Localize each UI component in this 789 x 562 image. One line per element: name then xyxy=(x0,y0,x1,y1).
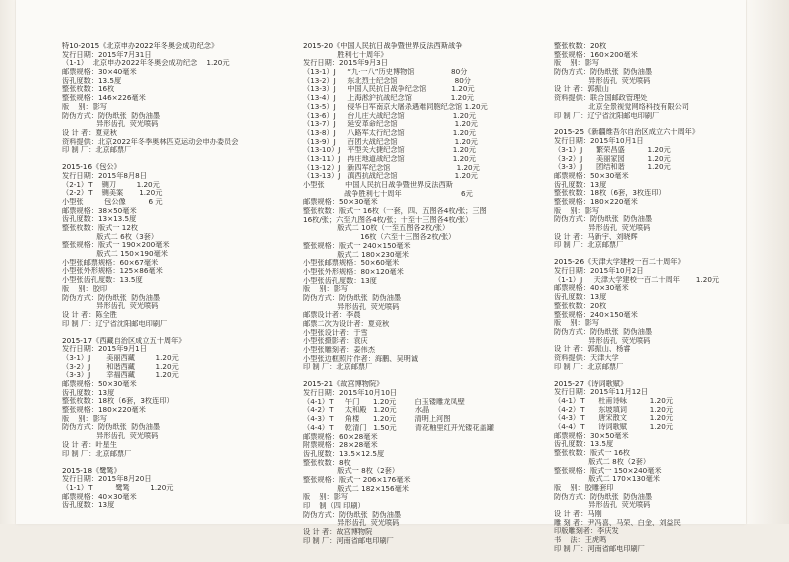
entry-line: 整张规格：版式一 190×200毫米 xyxy=(62,241,170,250)
entry-line: 版式二 182×156毫米 xyxy=(303,484,409,493)
entry-line: 小型张边框照片作者：海鹏、吴明诚 xyxy=(303,354,419,363)
entry-line: 防伪方式：防伪纸张 防伪油墨 xyxy=(62,293,161,302)
entry-line: 版 别：影写 xyxy=(303,493,349,502)
entry-title: 2015-27《诗词歌赋》 xyxy=(554,379,628,388)
entry-line: 小型张齿孔度数：13度 xyxy=(303,276,377,285)
entry-line: 版 别：胶印 xyxy=(62,284,108,293)
entry-line: 整张规格：版式一 206×176毫米 xyxy=(303,475,411,484)
stamp-issue-entry xyxy=(62,467,287,510)
entry-line: （13-3）J 中国人民抗日战争纪念馆 1.20元 xyxy=(303,85,475,94)
entry-line: 防伪方式：防伪纸张 防伪油墨 xyxy=(554,215,653,224)
entry-line: 版式二 10枚（一至五图各2枚/张） xyxy=(303,224,450,233)
entry-line: 发行日期：2015年9月1日 xyxy=(62,345,147,354)
entry-line: 资料提供：北京2022年冬季奥林匹克运动会申办委员会 xyxy=(62,137,239,146)
entry-line: （13-13）J 滇西抗战纪念馆 1.20元 xyxy=(303,172,478,181)
entry-line: 版 别：影写 xyxy=(554,59,600,68)
entry-line: 胜利七十周年》 xyxy=(303,50,388,59)
left-margin-background xyxy=(0,0,15,524)
entry-line: （13-5）J 侵华日军南京大屠杀遇难同胞纪念馆 1.20元 xyxy=(303,102,488,111)
entry-line: 版式二 8枚（2套） xyxy=(554,457,651,466)
entry-line: （4-4）T 诗词歌赋 1.20元 xyxy=(554,423,674,432)
entry-line: 整张规格：180×220毫米 xyxy=(554,197,638,206)
entry-line: 齿孔度数：13.5度 xyxy=(62,76,122,85)
entry-line: 整张枚数：8枚 xyxy=(303,458,351,467)
entry-line: 印 制 厂：北京邮票厂 xyxy=(303,363,373,372)
entry-line: 小型张邮票规格：60×67毫米 xyxy=(62,258,159,267)
entry-line: 印 制 厂：河南省邮电印刷厂 xyxy=(554,544,645,553)
entry-line: 印 制 厂：北京邮票厂 xyxy=(554,241,624,250)
entry-line: 小型张设计者：于雪 xyxy=(303,328,368,337)
entry-line: 整张枚数：版式一 16枚（一套，四、五图各4枚/张；三图 xyxy=(303,207,487,216)
entry-line: （13-7）J 延安革命纪念馆 1.20元 xyxy=(303,120,478,129)
entry-line: 发行日期：2015年10月1日 xyxy=(554,137,644,146)
entry-line: （3-2）J 和谐西藏 1.20元 xyxy=(62,362,179,371)
stamp-issue-entry xyxy=(62,337,287,459)
catalog-page xyxy=(16,0,746,553)
entry-line: （4-1）T 午门 1.20元 白玉镂雕龙凤壁 xyxy=(303,397,465,406)
entry-line: 资料提供：联合国邮政管理处 xyxy=(554,94,648,103)
entry-line: 邮票规格：38×50毫米 xyxy=(62,206,137,215)
entry-line: 印 制 厂：北京邮票厂 xyxy=(62,449,132,458)
entry-line: 发行日期：2015年7月31日 xyxy=(62,50,152,59)
entry-line: 版式二 180×230毫米 xyxy=(303,250,409,259)
entry-line: 版 别：影写 xyxy=(554,319,600,328)
entry-line: 版 别：影写 xyxy=(62,102,108,111)
entry-line: 发行日期：2015年8月8日 xyxy=(62,171,147,180)
entry-line: 整张规格：240×150毫米 xyxy=(554,310,638,319)
entry-line: （3-3）J 幸福西藏 1.20元 xyxy=(62,371,179,380)
entry-title: 2015-21《故宫博物院》 xyxy=(303,380,384,389)
stamp-issue-entry xyxy=(554,42,754,120)
entry-line: 整张规格：版式一 150×240毫米 xyxy=(554,466,662,475)
entry-line: 异形齿孔 荧光喷码 xyxy=(303,302,400,311)
entry-line: 版 别：影写 xyxy=(62,414,108,423)
entry-line: 版 别：胶雕套印 xyxy=(554,483,614,492)
entry-line: 印 制 厂：北京邮票厂 xyxy=(554,362,624,371)
entry-line: 防伪方式：防伪纸张 防伪油墨 xyxy=(303,293,402,302)
entry-line: 小型张齿孔度数：13.5度 xyxy=(62,276,143,285)
entry-line: 小型张外形规格：80×120毫米 xyxy=(303,267,404,276)
entry-line: （4-2）T 太和殿 1.20元 水晶 xyxy=(303,406,430,415)
entry-line: （13-1）J “九·一八”历史博物馆 80分 xyxy=(303,68,468,77)
entry-title: 2015-20《中国人民抗日战争暨世界反法西斯战争 xyxy=(303,42,463,50)
entry-line: 小型张雕刻者：姜伟杰 xyxy=(303,346,375,355)
entry-line: 印 制 厂：辽宁省沈阳邮电印刷厂 xyxy=(62,319,168,328)
entry-line: （3-3）J 团结和谐 1.20元 xyxy=(554,163,671,172)
entry-line: 邮票规格：60×28毫米 xyxy=(303,432,378,441)
entry-line: （13-8）J 八路军太行纪念馆 1.20元 xyxy=(303,128,476,137)
entry-line: 印 制 厂：河南省邮电印刷厂 xyxy=(303,536,394,545)
entry-line: （1-1）T 鹭鸶 1.20元 xyxy=(62,483,174,492)
entry-line: 北京全景视觉网络科技有限公司 xyxy=(554,102,689,111)
entry-line: 版式二 170×130毫米 xyxy=(554,475,660,484)
stamp-issue-entry xyxy=(303,42,523,372)
entry-line: （1-1）J 天津大学建校一百二十周年 1.20元 xyxy=(554,275,720,284)
entry-title: 2015-26《天津大学建校一百二十周年》 xyxy=(554,258,685,267)
entry-line: 整张规格：180×220毫米 xyxy=(62,406,146,415)
entry-line: 小型张 包公像 6 元 xyxy=(62,197,163,206)
entry-line: 整张规格：版式一 240×150毫米 xyxy=(303,241,411,250)
stamp-issue-entry xyxy=(554,128,754,250)
entry-line: （13-10）J 平型关大捷纪念馆 1.20元 xyxy=(303,146,476,155)
entry-line: 异形齿孔 荧光喷码 xyxy=(62,120,159,129)
entry-line: 战争胜利七十周年 6元 xyxy=(303,189,473,198)
entry-line: 16枚/张；六至九图各4枚/张；十至十三图各4枚/张） xyxy=(303,215,473,224)
entry-line: 设 计 者：马新宇、刘晓辉 xyxy=(554,232,638,241)
entry-line: 邮票设计者：李晨 xyxy=(303,311,361,320)
entry-line: 版式一 8枚（2套） xyxy=(303,467,400,476)
entry-line: 书 法：王虎鸣 xyxy=(554,536,607,545)
entry-line: 附票规格：28×28毫米 xyxy=(303,441,378,450)
entry-line: 雕 刻 者：尹冯喜、马荣、白金、刘益民 xyxy=(554,518,681,527)
entry-line: 印 制 厂：辽宁省沈阳邮电印刷厂 xyxy=(554,111,660,120)
entry-line: 整张规格：160×200毫米 xyxy=(554,50,638,59)
entry-line: （3-2）J 美丽家园 1.20元 xyxy=(554,154,671,163)
stamp-issue-entry xyxy=(62,163,287,328)
entry-line: 防伪方式：防伪纸张 防伪油墨 xyxy=(303,510,402,519)
entry-line: 整张规格：146×226毫米 xyxy=(62,94,146,103)
entry-line: 设 计 者：郭振山 xyxy=(554,85,609,94)
stamp-issue-entry xyxy=(554,380,754,554)
entry-line: 版 别：影写 xyxy=(303,285,349,294)
stamp-issue-entry xyxy=(554,258,754,371)
stamp-issue-entry xyxy=(303,380,523,545)
entry-line: （3-1）J 美丽西藏 1.20元 xyxy=(62,353,179,362)
entry-line: 齿孔度数：13度 xyxy=(62,501,115,510)
entry-line: 资料提供：天津大学 xyxy=(554,353,619,362)
entry-line: 整张枚数：20枚 xyxy=(554,301,607,310)
entry-line: 齿孔度数：13度 xyxy=(554,180,607,189)
entry-line: （13-4）J 上海淞沪抗战纪念馆 1.20元 xyxy=(303,94,474,103)
entry-line: 发行日期：2015年10月10日 xyxy=(303,389,398,398)
entry-line: （1-1） 北京申办2022年冬奥会成功纪念 1.20元 xyxy=(62,59,230,68)
entry-line: （4-4）T 乾清门 1.50元 青花釉里红开光镂花盖罐 xyxy=(303,423,494,432)
entry-line: 防伪方式：防伪纸张 防伪油墨 xyxy=(554,68,653,77)
entry-line: 异形齿孔 荧光喷码 xyxy=(554,224,651,233)
entry-line: （2-1）T 铡刀 1.20元 xyxy=(62,180,160,189)
entry-line: 整张枚数：18枚（6套，3枚连印） xyxy=(62,397,174,406)
entry-line: 邮票规格：40×30毫米 xyxy=(62,492,137,501)
catalog-column-2 xyxy=(303,42,523,554)
entry-line: 异形齿孔 荧光喷码 xyxy=(554,76,651,85)
entry-line: 印 制（四 印刷） xyxy=(303,502,365,511)
entry-line: 异形齿孔 荧光喷码 xyxy=(554,336,651,345)
entry-line: 设 计 者：夏竞秋 xyxy=(62,128,117,137)
entry-line: 齿孔度数：13.5度 xyxy=(554,440,614,449)
entry-line: 版式二 6枚（3套） xyxy=(62,232,159,241)
entry-line: 整张枚数：16枚 xyxy=(62,85,115,94)
entry-line: 邮票规格：40×30毫米 xyxy=(554,284,629,293)
entry-line: （13-9）J 百团大战纪念馆 1.20元 xyxy=(303,137,478,146)
entry-line: 异形齿孔 荧光喷码 xyxy=(62,302,159,311)
entry-line: 发行日期：2015年10月2日 xyxy=(554,267,644,276)
entry-line: 邮票规格：50×30毫米 xyxy=(62,380,137,389)
entry-line: 防伪方式：防伪纸张 防伪油墨 xyxy=(554,492,653,501)
entry-line: 异形齿孔 荧光喷码 xyxy=(554,501,651,510)
catalog-column-1 xyxy=(62,42,287,518)
entry-line: 设 计 者：叶星生 xyxy=(62,440,117,449)
entry-line: （4-2）T 东坡填词 1.20元 xyxy=(554,405,674,414)
entry-line: （4-3）T 角楼 1.20元 清明上河图 xyxy=(303,415,451,424)
entry-title: 2015-17《西藏自治区成立五十周年》 xyxy=(62,336,186,345)
entry-title: 特10-2015《北京申办2022年冬奥会成功纪念》 xyxy=(62,42,219,50)
entry-line: 邮票二次为设计者：夏竞秋 xyxy=(303,320,390,328)
entry-line: 整张枚数：版式一 16枚 xyxy=(554,449,631,458)
entry-line: 设 计 者：马刚 xyxy=(554,509,602,518)
entry-title: 2015-25《新疆维吾尔自治区成立六十周年》 xyxy=(554,128,700,137)
entry-line: 小型张外形规格：125×86毫米 xyxy=(62,267,163,276)
entry-line: 发行日期：2015年8月20日 xyxy=(62,475,152,484)
entry-line: 齿孔度数：13.5×12.5度 xyxy=(303,449,385,458)
entry-line: 小型张邮票规格：50×60毫米 xyxy=(303,259,400,268)
entry-title: 2015-18《鹭鸶》 xyxy=(62,466,121,475)
entry-line: 印版雕刻者：李庆发 xyxy=(554,527,619,536)
entry-line: 齿孔度数：13度 xyxy=(62,388,115,397)
catalog-column-3 xyxy=(554,42,754,562)
entry-line: 邮票规格：50×30毫米 xyxy=(303,198,378,207)
entry-line: （13-6）J 台儿庄大战纪念馆 1.20元 xyxy=(303,111,476,120)
entry-line: 齿孔度数：13度 xyxy=(554,293,607,302)
entry-line: 设 计 者：陈全胜 xyxy=(62,310,117,319)
entry-line: 整张枚数：18枚（6套，3枚连印） xyxy=(554,189,666,198)
entry-line: 邮票规格：50×30毫米 xyxy=(554,171,629,180)
entry-line: 设 计 者：郭振山、杨睿 xyxy=(554,345,631,354)
entry-line: 邮票规格：30×50毫米 xyxy=(554,431,629,440)
entry-line: 16枚（六至十三图各2枚/张） xyxy=(303,233,456,242)
entry-title: 2015-16《包公》 xyxy=(62,163,121,172)
entry-line: 发行日期：2015年9月3日 xyxy=(303,59,388,68)
entry-line: 小型张 中国人民抗日战争暨世界反法西斯 xyxy=(303,181,453,189)
entry-line: （2-2）T 铡美案 1.20元 xyxy=(62,189,163,198)
entry-line: （13-2）J 东北烈士纪念馆 80分 xyxy=(303,76,471,85)
entry-line: 设 计 者：故宫博物院 xyxy=(303,528,373,537)
entry-line: 印 制 厂：北京邮票厂 xyxy=(62,146,132,155)
entry-line: 异形齿孔 荧光喷码 xyxy=(62,432,159,441)
entry-line: 版式二 150×190毫米 xyxy=(62,250,168,259)
entry-line: （13-12）J 新四军纪念馆 1.20元 xyxy=(303,163,480,172)
entry-line: （13-11）J 冉庄地道战纪念馆 1.20元 xyxy=(303,154,476,163)
entry-title: 整张枚数：20枚 xyxy=(554,42,607,50)
entry-line: 邮票规格：30×40毫米 xyxy=(62,68,137,77)
entry-line: 防伪方式：防伪纸张 防伪油墨 xyxy=(554,327,653,336)
entry-line: 发行日期：2015年11月12日 xyxy=(554,388,649,397)
entry-line: 防伪方式：防伪纸张 防伪油墨 xyxy=(62,423,161,432)
entry-line: 防伪方式：防伪纸张 防伪油墨 xyxy=(62,111,161,120)
entry-line: （3-1）J 繁荣昌盛 1.20元 xyxy=(554,145,671,154)
entry-line: （4-1）T 杜甫诗咏 1.20元 xyxy=(554,397,674,406)
entry-line: 齿孔度数：13×13.5度 xyxy=(62,215,137,224)
entry-line: 小型张摄影者：袁庆 xyxy=(303,337,368,346)
stamp-issue-entry xyxy=(62,42,287,155)
entry-line: 版 别：影写 xyxy=(554,206,600,215)
entry-line: （4-3）T 唐宋散文 1.20元 xyxy=(554,414,674,423)
entry-line: 异形齿孔 荧光喷码 xyxy=(303,519,400,528)
entry-line: 整张枚数：版式一 12枚 xyxy=(62,224,139,233)
